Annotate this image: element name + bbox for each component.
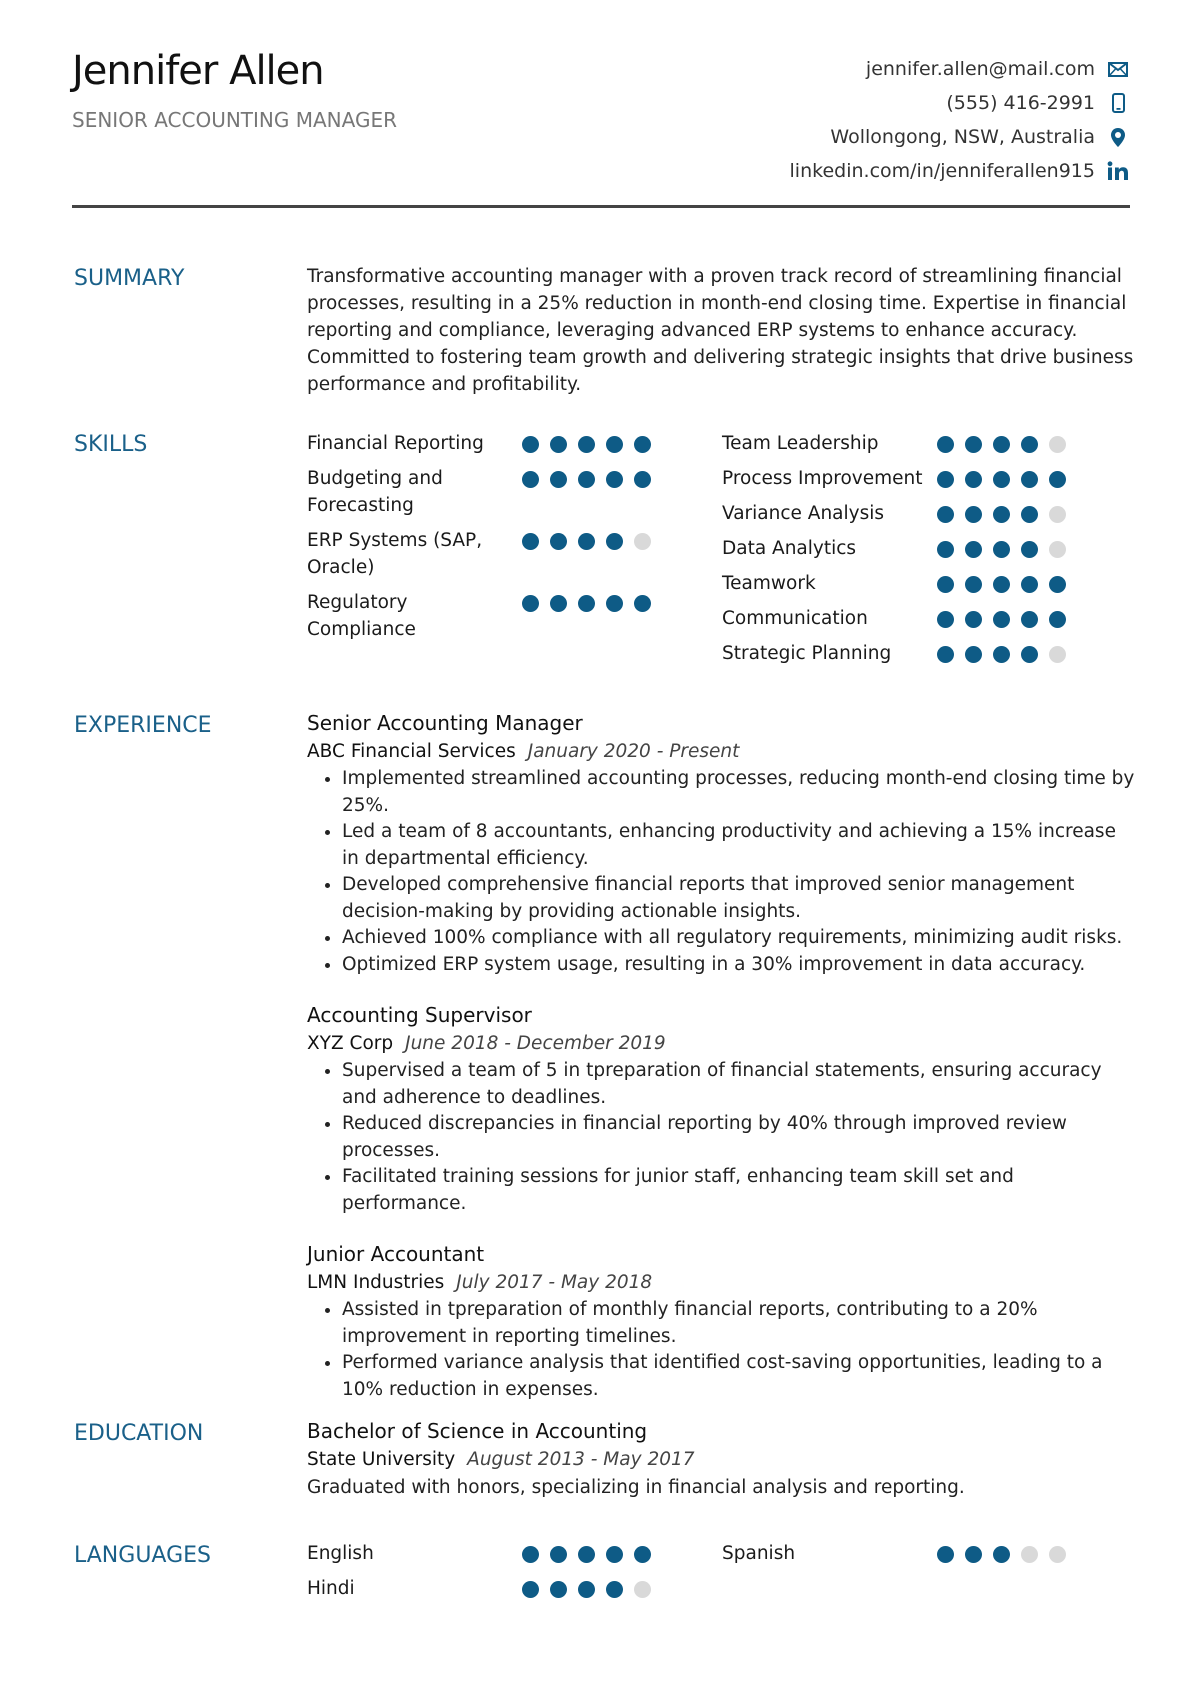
- language-name: Hindi: [307, 1578, 355, 1599]
- job-dates: January 2020 - Present: [527, 741, 740, 762]
- experience-list: [307, 708, 1137, 1425]
- language-row: [307, 1575, 722, 1602]
- rating-dot-empty: [1049, 506, 1066, 523]
- rating-dot-empty: [1049, 646, 1066, 663]
- skill-name: ERP Systems (SAP, Oracle): [307, 530, 483, 578]
- rating-dot-filled: [522, 471, 539, 488]
- rating-dot-filled: [634, 1546, 651, 1563]
- summary-section: [307, 263, 1137, 398]
- education-section: [307, 1416, 1137, 1501]
- skills-column-right: [722, 430, 1137, 675]
- summary-heading: SUMMARY: [74, 266, 185, 291]
- job-bullet: • Led a team of 8 accountants, enhancing productivity and achieving a 15% increase in departmental efficiency.: [342, 819, 1137, 872]
- rating-dot-filled: [606, 1581, 623, 1598]
- language-row: [307, 1540, 722, 1567]
- language-row: [722, 1540, 1137, 1567]
- skill-name: Strategic Planning: [722, 643, 892, 664]
- job-meta: [307, 1030, 1137, 1058]
- skill-row: [307, 430, 722, 457]
- rating-dots: [522, 1575, 651, 1598]
- rating-dots: [937, 570, 1066, 593]
- rating-dot-filled: [522, 1546, 539, 1563]
- rating-dot-empty: [1049, 1546, 1066, 1563]
- skill-name: Variance Analysis: [722, 503, 885, 524]
- contact-linkedin[interactable]: [571, 154, 1131, 188]
- rating-dot-filled: [965, 611, 982, 628]
- rating-dot-filled: [1049, 611, 1066, 628]
- skills-column-left: [307, 430, 722, 675]
- rating-dot-filled: [993, 646, 1010, 663]
- rating-dot-filled: [578, 1581, 595, 1598]
- skill-row: [307, 465, 722, 519]
- skill-row: [307, 589, 722, 643]
- skill-row: [722, 430, 1137, 457]
- rating-dot-filled: [965, 471, 982, 488]
- rating-dot-filled: [550, 595, 567, 612]
- rating-dot-filled: [1021, 611, 1038, 628]
- summary-text: Transformative accounting manager with a proven track record of streamlining financial processes, resulting in a 25% reduction in month-end closing time. Expertise in financial reporting and compliance, leveraging advanced ERP systems to enhance accuracy. Committed to fostering team growth and delivering strategic insights that drive business performance and profitability.: [307, 266, 1134, 395]
- skill-row: [722, 570, 1137, 597]
- job-dates: June 2018 - December 2019: [405, 1033, 666, 1054]
- rating-dots: [522, 527, 651, 550]
- skill-row: [722, 640, 1137, 667]
- rating-dots: [937, 640, 1066, 663]
- rating-dot-filled: [606, 471, 623, 488]
- rating-dot-filled: [965, 436, 982, 453]
- rating-dot-filled: [578, 471, 595, 488]
- job-bullet: • Supervised a team of 5 in tpreparation of financial statements, ensuring accuracy and adherence to deadlines.: [342, 1058, 1137, 1111]
- rating-dot-filled: [522, 436, 539, 453]
- rating-dots: [522, 430, 651, 453]
- degree-title: Bachelor of Science in Accounting: [307, 1419, 648, 1443]
- rating-dot-filled: [937, 436, 954, 453]
- rating-dot-filled: [1021, 436, 1038, 453]
- rating-dot-filled: [965, 576, 982, 593]
- rating-dot-filled: [937, 646, 954, 663]
- job-bullet: • Optimized ERP system usage, resulting in a 30% improvement in data accuracy.: [342, 952, 1137, 979]
- language-name: Spanish: [722, 1543, 796, 1564]
- rating-dot-filled: [993, 576, 1010, 593]
- rating-dot-filled: [550, 436, 567, 453]
- job-bullets: [307, 1058, 1137, 1217]
- rating-dot-filled: [606, 1546, 623, 1563]
- linkedin-text[interactable]: linkedin.com/in/jenniferallen915: [789, 160, 1095, 182]
- rating-dot-filled: [522, 533, 539, 550]
- rating-dot-filled: [578, 533, 595, 550]
- rating-dot-filled: [965, 506, 982, 523]
- rating-dot-filled: [965, 541, 982, 558]
- map-pin-icon: [1105, 127, 1131, 148]
- rating-dot-filled: [1021, 576, 1038, 593]
- skill-row: [722, 465, 1137, 492]
- languages-column-right: [722, 1540, 1137, 1610]
- rating-dot-filled: [578, 436, 595, 453]
- company-name: XYZ Corp: [307, 1033, 394, 1054]
- skill-name: Process Improvement: [722, 468, 923, 489]
- rating-dot-filled: [937, 1546, 954, 1563]
- company-name: LMN Industries: [307, 1272, 445, 1293]
- rating-dot-filled: [634, 595, 651, 612]
- language-name: English: [307, 1543, 374, 1564]
- rating-dot-filled: [1049, 576, 1066, 593]
- rating-dot-filled: [1021, 506, 1038, 523]
- skill-name: Regulatory Compliance: [307, 592, 416, 640]
- contact-block: [571, 52, 1131, 188]
- rating-dot-filled: [550, 471, 567, 488]
- rating-dot-empty: [1049, 541, 1066, 558]
- rating-dot-filled: [993, 541, 1010, 558]
- rating-dot-empty: [634, 1581, 651, 1598]
- languages-column-left: [307, 1540, 722, 1610]
- rating-dot-filled: [993, 506, 1010, 523]
- rating-dot-filled: [993, 471, 1010, 488]
- experience-heading: EXPERIENCE: [74, 713, 212, 738]
- skill-row: [722, 500, 1137, 527]
- job-title: Accounting Supervisor: [307, 1003, 532, 1027]
- rating-dot-filled: [965, 1546, 982, 1563]
- rating-dot-filled: [937, 506, 954, 523]
- rating-dot-filled: [634, 436, 651, 453]
- education-meta: [307, 1446, 1137, 1474]
- skill-row: [307, 527, 722, 581]
- job-bullets: [307, 1297, 1137, 1403]
- rating-dot-filled: [937, 541, 954, 558]
- rating-dot-empty: [1049, 436, 1066, 453]
- rating-dot-filled: [937, 611, 954, 628]
- rating-dot-filled: [550, 1581, 567, 1598]
- job-title: Junior Accountant: [307, 1242, 485, 1266]
- rating-dot-filled: [1021, 471, 1038, 488]
- skill-row: [722, 605, 1137, 632]
- job-meta: [307, 1269, 1137, 1297]
- rating-dots: [937, 1540, 1066, 1563]
- rating-dots: [937, 605, 1066, 628]
- rating-dot-filled: [550, 1546, 567, 1563]
- education-note: Graduated with honors, specializing in financial analysis and reporting.: [307, 1477, 965, 1498]
- skill-name: Data Analytics: [722, 538, 857, 559]
- rating-dot-filled: [606, 533, 623, 550]
- phone-text[interactable]: (555) 416-2991: [946, 92, 1095, 114]
- rating-dot-filled: [606, 595, 623, 612]
- skill-name: Financial Reporting: [307, 433, 484, 454]
- skills-heading: SKILLS: [74, 432, 148, 457]
- rating-dots: [937, 465, 1066, 488]
- contact-phone[interactable]: [571, 86, 1131, 120]
- skill-name: Budgeting and Forecasting: [307, 468, 443, 516]
- rating-dot-filled: [578, 1546, 595, 1563]
- location-text: Wollongong, NSW, Australia: [830, 126, 1095, 148]
- job-meta: [307, 738, 1137, 766]
- rating-dots: [522, 465, 651, 488]
- job-bullet: • Facilitated training sessions for junior staff, enhancing team skill set and performance.: [342, 1164, 1137, 1217]
- rating-dot-filled: [993, 611, 1010, 628]
- job-bullets: [307, 766, 1137, 978]
- company-name: ABC Financial Services: [307, 741, 516, 762]
- skill-name: Team Leadership: [722, 433, 879, 454]
- job-bullet: • Developed comprehensive financial reports that improved senior management decision-making by providing actionable insights.: [342, 872, 1137, 925]
- rating-dot-filled: [937, 576, 954, 593]
- skill-name: Communication: [722, 608, 868, 629]
- rating-dots: [522, 589, 651, 612]
- rating-dots: [522, 1540, 651, 1563]
- skill-row: [722, 535, 1137, 562]
- rating-dot-filled: [606, 436, 623, 453]
- envelope-icon: [1105, 62, 1131, 77]
- rating-dot-filled: [522, 1581, 539, 1598]
- header-divider: [72, 205, 1130, 208]
- rating-dot-filled: [522, 595, 539, 612]
- job-entry: [307, 1000, 1137, 1217]
- rating-dot-filled: [965, 646, 982, 663]
- languages-heading: LANGUAGES: [74, 1543, 211, 1568]
- rating-dot-filled: [1049, 471, 1066, 488]
- rating-dot-filled: [993, 1546, 1010, 1563]
- job-entry: [307, 1239, 1137, 1403]
- contact-email[interactable]: [571, 52, 1131, 86]
- job-bullet: • Assisted in tpreparation of monthly financial reports, contributing to a 20% improvement in reporting timelines.: [342, 1297, 1137, 1350]
- job-entry: [307, 708, 1137, 978]
- rating-dot-empty: [634, 533, 651, 550]
- job-dates: July 2017 - May 2018: [456, 1272, 653, 1293]
- rating-dot-filled: [550, 533, 567, 550]
- rating-dots: [937, 430, 1066, 453]
- rating-dot-empty: [1021, 1546, 1038, 1563]
- skills-grid: [307, 430, 1137, 675]
- job-bullet: • Achieved 100% compliance with all regulatory requirements, minimizing audit risks.: [342, 925, 1137, 952]
- contact-location: [571, 120, 1131, 154]
- languages-grid: [307, 1540, 1137, 1610]
- job-bullet: • Performed variance analysis that identified cost-saving opportunities, leading to a 10% reduction in expenses.: [342, 1350, 1137, 1403]
- candidate-title: SENIOR ACCOUNTING MANAGER: [72, 108, 397, 132]
- skill-name: Teamwork: [722, 573, 816, 594]
- rating-dots: [937, 500, 1066, 523]
- job-title: Senior Accounting Manager: [307, 711, 583, 735]
- rating-dot-filled: [634, 471, 651, 488]
- rating-dot-filled: [993, 436, 1010, 453]
- rating-dots: [937, 535, 1066, 558]
- rating-dot-filled: [1021, 646, 1038, 663]
- rating-dot-filled: [578, 595, 595, 612]
- job-bullet: • Reduced discrepancies in financial reporting by 40% through improved review processes.: [342, 1111, 1137, 1164]
- job-bullet: • Implemented streamlined accounting processes, reducing month-end closing time by 25%.: [342, 766, 1137, 819]
- rating-dot-filled: [1021, 541, 1038, 558]
- education-heading: EDUCATION: [74, 1421, 204, 1446]
- rating-dot-filled: [937, 471, 954, 488]
- school-name: State University: [307, 1449, 456, 1470]
- email-text[interactable]: jennifer.allen@mail.com: [865, 58, 1095, 80]
- mobile-phone-icon: [1105, 93, 1131, 113]
- candidate-name: Jennifer Allen: [72, 48, 324, 94]
- linkedin-icon: [1105, 161, 1131, 181]
- education-dates: August 2013 - May 2017: [467, 1449, 695, 1470]
